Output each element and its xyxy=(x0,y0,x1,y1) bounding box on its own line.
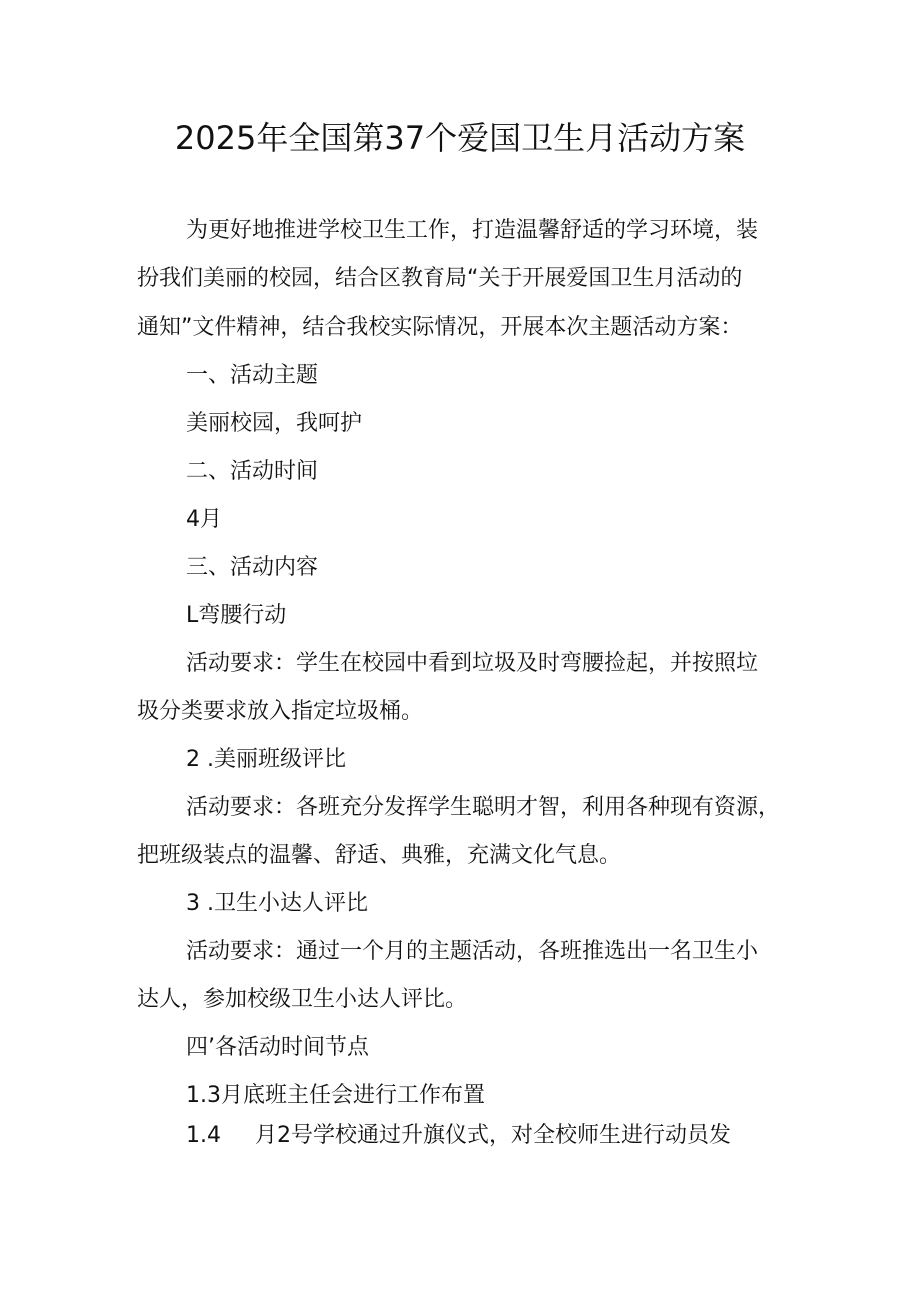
activity-requirement-1-line-1: 活动要求：学生在校园中看到垃圾及时弯腰捡起，并按照垃 xyxy=(186,651,759,676)
activity-requirement-2-line-2: 把班级装点的温馨、舒适、典雅，充满文化气息。 xyxy=(137,843,622,868)
paragraph-line-1: 为更好地推进学校卫生工作，打造温馨舒适的学习环境，装 xyxy=(186,218,759,243)
section-heading-content: 三、活动内容 xyxy=(186,555,319,580)
section-heading-schedule: 四’各活动时间节点 xyxy=(186,1035,369,1060)
schedule-item-2 xyxy=(186,1121,731,1151)
activity-item-1: L弯腰行动 xyxy=(186,603,287,628)
time-text: 4月 xyxy=(186,507,222,532)
paragraph-line-2: 扮我们美丽的校园，结合区教育局“关于开展爱国卫生月活动的 xyxy=(137,266,743,291)
activity-item-2: 2 .美丽班级评比 xyxy=(186,747,346,772)
activity-item-3: 3 .卫生小达人评比 xyxy=(186,891,368,916)
theme-text: 美丽校园，我呵护 xyxy=(186,411,363,436)
schedule-item-2-number: 1.4 xyxy=(186,1123,221,1148)
activity-requirement-2-line-1: 活动要求：各班充分发挥学生聪明才智，利用各种现有资源， xyxy=(186,795,781,820)
section-heading-time: 二、活动时间 xyxy=(186,459,319,484)
paragraph-line-3: 通知”文件精神，结合我校实际情况，开展本次主题活动方案： xyxy=(137,315,743,340)
section-heading-theme: 一、活动主题 xyxy=(186,363,319,388)
activity-requirement-3-line-2: 达人，参加校级卫生小达人评比。 xyxy=(137,987,468,1012)
activity-requirement-1-line-2: 圾分类要求放入指定垃圾桶。 xyxy=(137,699,424,724)
document-title: 2025年全国第37个爱国卫生月活动方案 xyxy=(174,119,746,157)
activity-requirement-3-line-1: 活动要求：通过一个月的主题活动，各班推选出一名卫生小 xyxy=(186,939,759,964)
schedule-item-2-text: 月2号学校通过升旗仪式，对全校师生进行动员发 xyxy=(255,1123,731,1148)
schedule-item-1: 1.3月底班主任会进行工作布置 xyxy=(186,1083,485,1108)
